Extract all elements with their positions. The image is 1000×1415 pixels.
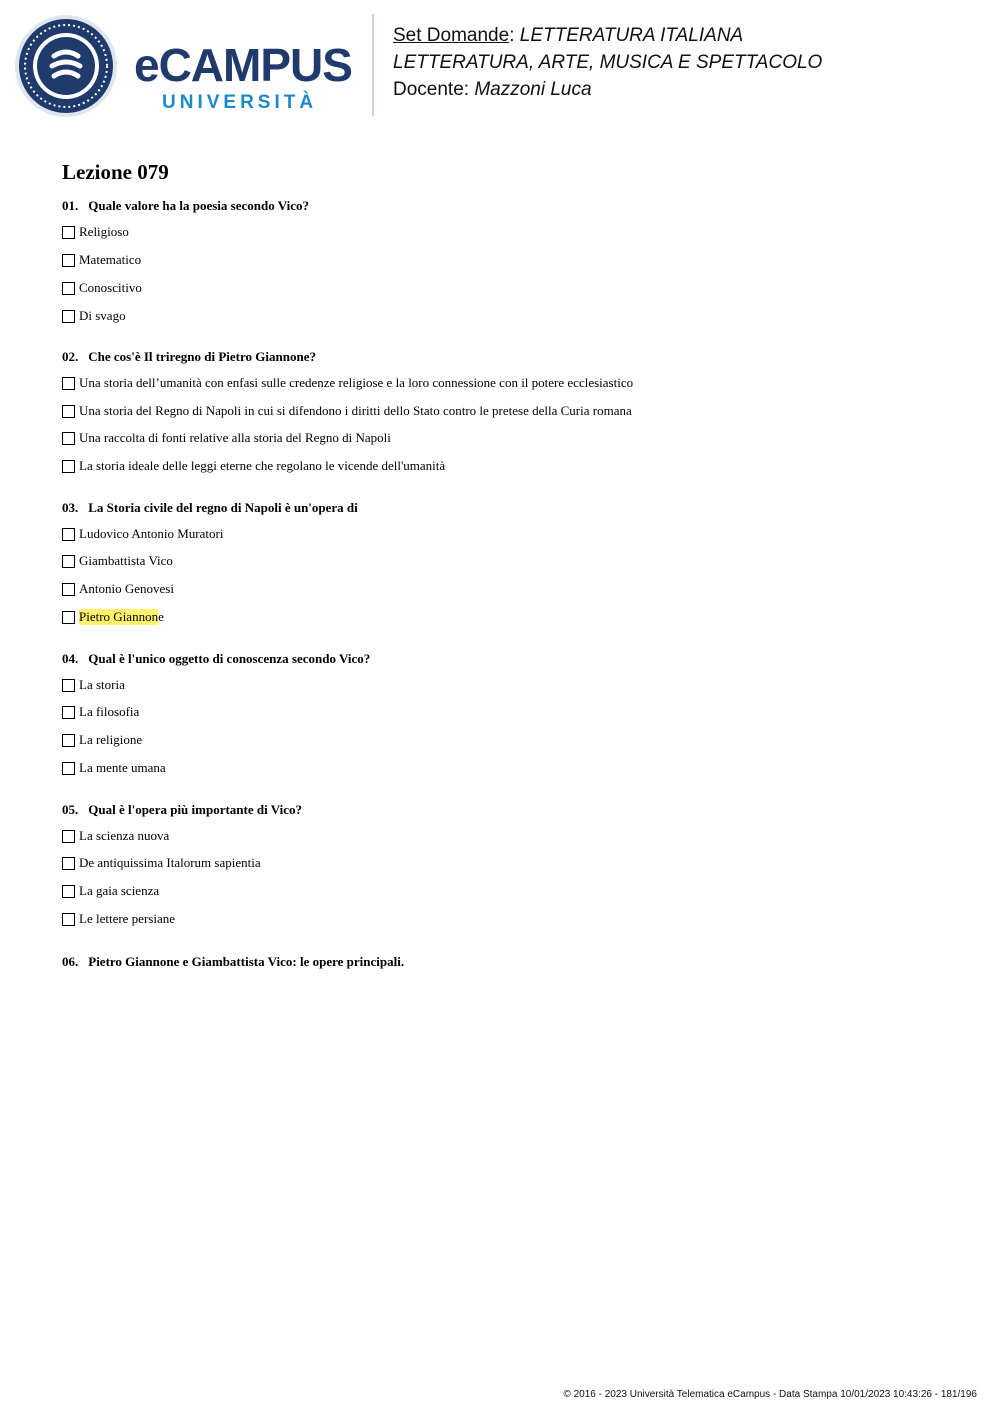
answer-option[interactable] xyxy=(62,910,175,928)
logo-subtitle: UNIVERSITÀ xyxy=(162,92,318,113)
option-label: Giambattista Vico xyxy=(79,553,173,568)
answer-option[interactable] xyxy=(62,251,141,269)
set-label: Set Domande xyxy=(393,25,510,46)
answer-option[interactable] xyxy=(62,703,139,721)
checkbox[interactable] xyxy=(62,528,75,541)
option-label: La religione xyxy=(79,732,143,747)
option-label-rest: e xyxy=(158,609,164,624)
page-footer: © 2016 - 2023 Università Telematica eCampus - Data Stampa 10/01/2023 10:43:26 - 181/196 xyxy=(563,1389,977,1400)
question-04 xyxy=(62,651,370,667)
checkbox[interactable] xyxy=(62,857,75,870)
checkbox[interactable] xyxy=(62,913,75,926)
checkbox[interactable] xyxy=(62,405,75,418)
checkbox[interactable] xyxy=(62,885,75,898)
question-number: 06. xyxy=(62,954,79,969)
subject-line-1: LETTERATURA ITALIANA xyxy=(519,25,744,46)
option-label: La storia xyxy=(79,677,125,692)
answer-option[interactable] xyxy=(62,731,142,749)
question-number: 05. xyxy=(62,802,79,817)
highlighted-text: Pietro Giannon xyxy=(79,609,159,624)
checkbox[interactable] xyxy=(62,583,75,596)
option-label: Conoscitivo xyxy=(79,280,142,295)
answer-option[interactable] xyxy=(62,279,142,297)
question-06 xyxy=(62,954,404,970)
option-label: Una storia dell’umanità con enfasi sulle credenze religiose e la loro connessione con il potere ecclesiastico xyxy=(79,375,634,390)
option-label: De antiquissima Italorum sapientia xyxy=(79,855,261,870)
question-number: 04. xyxy=(62,651,79,666)
checkbox[interactable] xyxy=(62,762,75,775)
question-text: Qual è l'unico oggetto di conoscenza secondo Vico? xyxy=(88,651,371,666)
checkbox[interactable] xyxy=(62,310,75,323)
question-text: Qual è l'opera più importante di Vico? xyxy=(88,802,303,817)
option-label: La scienza nuova xyxy=(79,828,170,843)
checkbox[interactable] xyxy=(62,377,75,390)
ecampus-logo xyxy=(14,14,359,118)
question-number: 01. xyxy=(62,198,79,213)
checkbox[interactable] xyxy=(62,679,75,692)
question-01 xyxy=(62,198,309,214)
answer-option[interactable] xyxy=(62,429,391,447)
teacher-line xyxy=(393,76,822,103)
checkbox[interactable] xyxy=(62,254,75,267)
answer-option-highlighted[interactable] xyxy=(62,608,164,626)
answer-option[interactable] xyxy=(62,827,169,845)
question-03 xyxy=(62,500,358,516)
answer-option[interactable] xyxy=(62,223,129,241)
question-text: Che cos'è Il triregno di Pietro Giannone? xyxy=(88,349,316,364)
answer-option[interactable] xyxy=(62,374,633,392)
checkbox[interactable] xyxy=(62,611,75,624)
option-label: Le lettere persiane xyxy=(79,911,175,926)
question-text: Quale valore ha la poesia secondo Vico? xyxy=(88,198,310,213)
checkbox[interactable] xyxy=(62,282,75,295)
answer-option[interactable] xyxy=(62,580,174,598)
set-line: Set Domande: LETTERATURA ITALIANA xyxy=(393,25,744,46)
option-label: Antonio Genovesi xyxy=(79,581,174,596)
checkbox[interactable] xyxy=(62,432,75,445)
question-number: 03. xyxy=(62,500,79,515)
option-label: Una raccolta di fonti relative alla storia del Regno di Napoli xyxy=(79,430,391,445)
teacher-name: Mazzoni Luca xyxy=(474,79,592,100)
option-label: La storia ideale delle leggi eterne che regolano le vicende dell'umanità xyxy=(79,458,446,473)
answer-option[interactable] xyxy=(62,402,632,420)
header-info xyxy=(393,22,822,103)
option-label: La filosofia xyxy=(79,704,140,719)
checkbox[interactable] xyxy=(62,226,75,239)
answer-option[interactable] xyxy=(62,854,261,872)
answer-option[interactable] xyxy=(62,457,445,475)
answer-option[interactable] xyxy=(62,759,166,777)
lesson-title: Lezione 079 xyxy=(62,160,169,184)
header-divider xyxy=(372,14,374,116)
option-label: Ludovico Antonio Muratori xyxy=(79,526,224,541)
option-label: La mente umana xyxy=(79,760,166,775)
option-label: Religioso xyxy=(79,224,129,239)
question-05 xyxy=(62,802,302,818)
subject-line xyxy=(393,49,822,76)
question-text: La Storia civile del regno di Napoli è un'opera di xyxy=(88,500,358,515)
question-text: Pietro Giannone e Giambattista Vico: le opere principali. xyxy=(88,954,405,969)
question-number: 02. xyxy=(62,349,79,364)
question-02 xyxy=(62,349,316,365)
answer-option[interactable] xyxy=(62,882,159,900)
answer-option[interactable] xyxy=(62,307,126,325)
option-label: La gaia scienza xyxy=(79,883,160,898)
option-label: Una storia del Regno di Napoli in cui si difendono i diritti dello Stato contro le pretese della Curia romana xyxy=(79,403,632,418)
subject-line-2: LETTERATURA, ARTE, MUSICA E SPETTACOLO xyxy=(393,52,823,73)
checkbox[interactable] xyxy=(62,734,75,747)
answer-option[interactable] xyxy=(62,676,125,694)
logo-wordmark: eCAMPUS xyxy=(134,39,352,91)
checkbox[interactable] xyxy=(62,555,75,568)
answer-option[interactable] xyxy=(62,525,223,543)
teacher-label: Docente: xyxy=(393,79,470,100)
answer-option[interactable] xyxy=(62,552,173,570)
checkbox[interactable] xyxy=(62,460,75,473)
option-label: Matematico xyxy=(79,252,142,267)
ecampus-seal-icon xyxy=(14,14,118,118)
checkbox[interactable] xyxy=(62,830,75,843)
checkbox[interactable] xyxy=(62,706,75,719)
option-label: Di svago xyxy=(79,308,126,323)
